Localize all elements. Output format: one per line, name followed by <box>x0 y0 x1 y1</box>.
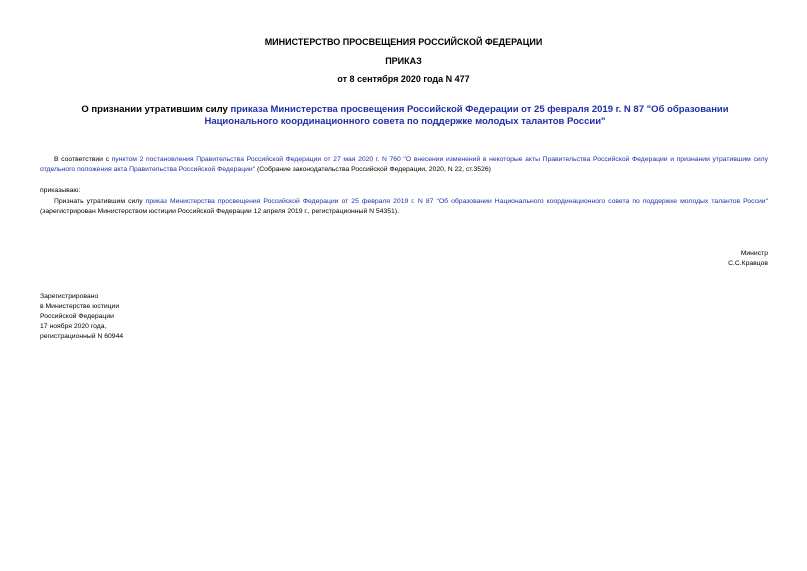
title-link[interactable]: приказа Министерства просвещения Российской Федерации от 25 февраля 2019 г. N 87 "Об образовании Национального координационного совета по поддержке молодых талантов России" <box>204 104 729 127</box>
order-word: приказываю: <box>40 187 81 194</box>
registration-block <box>40 292 123 342</box>
signature-position: Министр <box>740 250 768 257</box>
registration-line: Зарегистрировано <box>40 293 99 300</box>
signature-name: С.С.Кравцов <box>728 260 768 267</box>
preamble-text-1: В соответствии с <box>54 156 112 163</box>
body-paragraph <box>40 197 768 217</box>
body-text-1: Признать утратившим силу <box>54 198 146 205</box>
preamble-text-2: (Собрание законодательства Российской Федерации, 2020, N 22, ст.3526) <box>255 166 491 173</box>
body-link[interactable]: приказ Министерства просвещения Российской Федерации от 25 февраля 2019 г. N 87 "Об образовании Национального координационного совета по поддержке молодых талантов России" <box>145 198 768 205</box>
title-prefix: О признании утратившим силу <box>81 104 231 115</box>
document-title <box>60 104 750 128</box>
ministry-heading: МИНИСТЕРСТВО ПРОСВЕЩЕНИЯ РОССИЙСКОЙ ФЕДЕРАЦИИ <box>264 37 543 47</box>
body-text-2: (зарегистрирован Министерством юстиции Российской Федерации 12 апреля 2019 г., регистрационный N 54351). <box>40 208 399 215</box>
date-number-heading: от 8 сентября 2020 года N 477 <box>337 74 470 84</box>
doc-type-heading: ПРИКАЗ <box>385 56 422 66</box>
preamble-link[interactable]: пунктом 2 постановления Правительства Российской Федерации от 27 мая 2020 г. N 760 "О внесении изменений в некоторые акты Правительства Российской Федерации и признании утратившим силу отдельного положения акта Правительства Российской Федерации" <box>40 156 768 173</box>
registration-line: регистрационный N 60944 <box>40 333 124 340</box>
registration-line: в Министерстве юстиции <box>40 303 120 310</box>
registration-line: 17 ноября 2020 года, <box>40 323 107 330</box>
registration-line: Российской Федерации <box>40 313 114 320</box>
preamble-paragraph <box>40 155 768 175</box>
